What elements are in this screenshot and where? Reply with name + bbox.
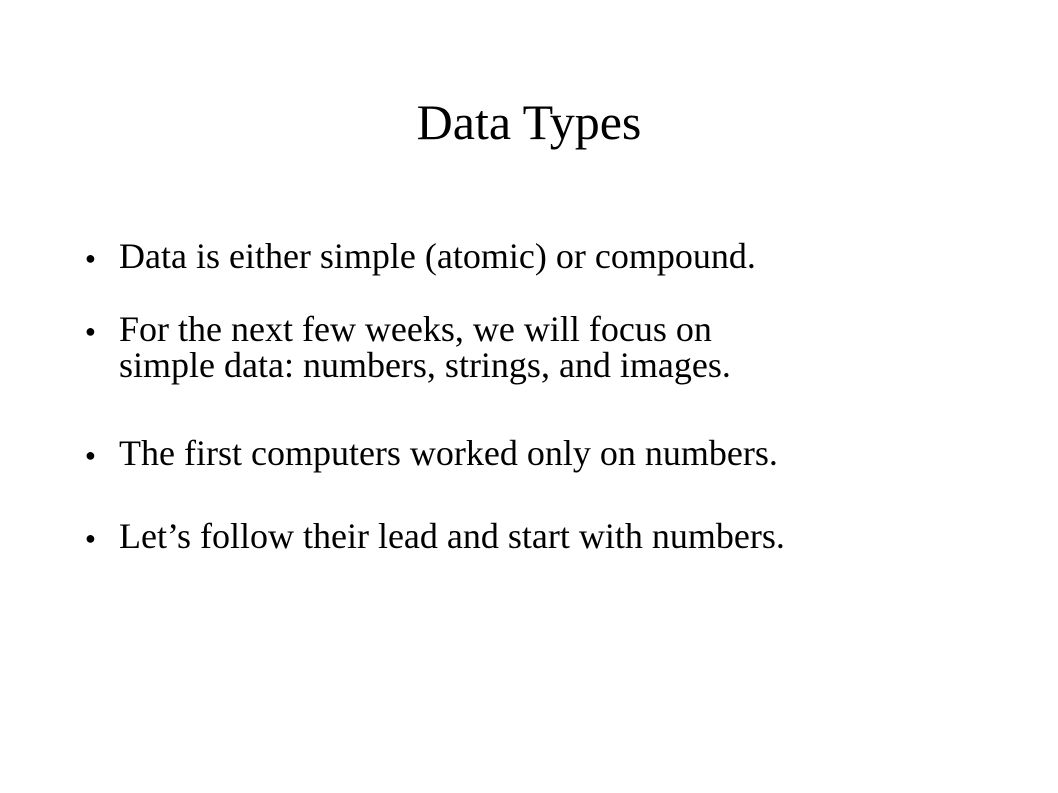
bullet-dot-icon: ● [85, 445, 96, 465]
bullet-text [119, 238, 1039, 274]
bullet-line: The first computers worked only on numbers. [119, 433, 778, 473]
bullet-text [119, 311, 1039, 383]
bullet-dot-icon: ● [85, 528, 96, 548]
bullet-line: simple data: numbers, strings, and images. [119, 345, 731, 385]
bullet-text [119, 518, 1039, 554]
bullet-line: For the next few weeks, we will focus on [119, 309, 712, 349]
bullet-line: Data is either simple (atomic) or compound. [119, 236, 756, 276]
slide-title: Data Types [416, 94, 642, 150]
bullet-line: Let’s follow their lead and start with numbers. [119, 516, 785, 556]
bullet-dot-icon: ● [85, 321, 96, 341]
bullet-dot-icon: ● [85, 248, 96, 268]
bullet-text [119, 435, 1039, 471]
